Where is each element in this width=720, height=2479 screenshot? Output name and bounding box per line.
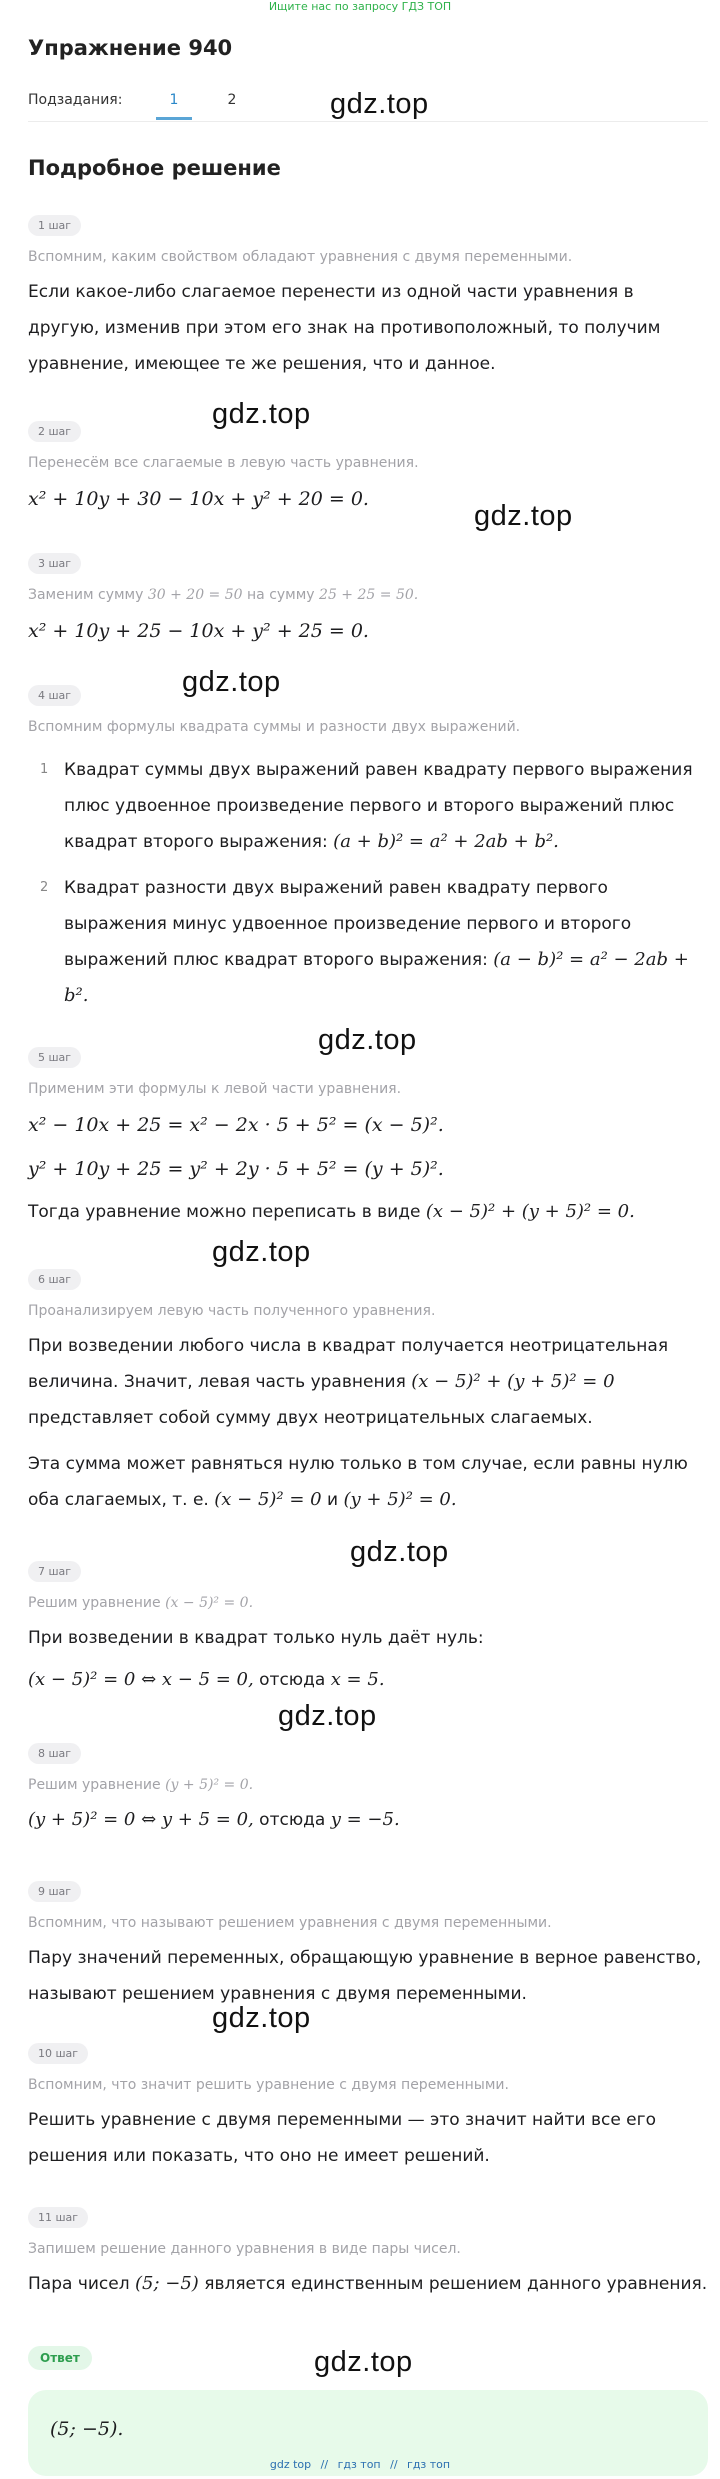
watermark: gdz.top [350,1536,449,1568]
step-text: Если какое-либо слагаемое перенести из одной части уравнения в другую, изменив при этом его знак на противоположный, то получим уравнение, имеющее те же решения, что и данное. [28,282,661,374]
watermark: gdz.top [318,1024,417,1056]
text-fragment: и [327,1490,339,1510]
step-hint: Перенесём все слагаемые в левую часть уравнения. [28,455,419,471]
step-badge: 4 шаг [28,685,81,706]
watermark: gdz.top [330,88,429,120]
formula: (5; −5) [134,2273,199,2294]
step-text: При возведении в квадрат только нуль даёт нуль: [28,1628,484,1648]
watermark: gdz.top [314,2346,413,2378]
step-badge: 5 шаг [28,1047,81,1068]
hint-formula: 30 + 20 = 50 [147,587,243,603]
formula: (a + b)² = a² + 2ab + b². [333,831,559,852]
hint-text: на сумму [247,587,315,603]
hint-formula: (y + 5)² = 0. [165,1777,254,1793]
equation: x² + 10y + 30 − 10x + y² + 20 = 0. [28,488,369,510]
footer-separator: // [320,2458,329,2471]
step-hint: Вспомним, что значит решить уравнение с двумя переменными. [28,2077,509,2093]
footer-links [0,2458,720,2471]
step-10 [28,2042,708,2174]
formula: x = 5. [330,1669,385,1690]
formula: y = −5. [330,1809,400,1830]
text-fragment: Эта сумма может равняться нулю только в том случае, если равны нулю оба слагаемых, т. е. [28,1454,688,1510]
subtask-tab-1[interactable]: 1 [156,92,192,120]
step-text [28,1328,708,1436]
step-badge: 8 шаг [28,1743,81,1764]
step-11 [28,2206,708,2302]
step-badge: 10 шаг [28,2043,88,2064]
text-fragment: При возведении любого числа в квадрат получается неотрицательная величина. Значит, левая часть уравнения [28,1336,669,1392]
formula: (x − 5)² + (y + 5)² = 0 [411,1371,615,1392]
list-item [28,870,708,1014]
step-badge: 3 шаг [28,553,81,574]
step-4 [28,684,708,1014]
footer-link[interactable]: гдз топ [407,2458,451,2471]
step-1 [28,214,708,382]
watermark: gdz.top [212,1236,311,1268]
step-text [28,2266,708,2302]
text-fragment: представляет собой сумму двух неотрицательных слагаемых. [28,1408,593,1428]
equation: x² − 10x + 25 = x² − 2x · 5 + 5² = (x − 5)². [28,1114,444,1136]
page-title: Упражнение 940 [28,36,233,60]
step-text [28,1194,708,1230]
list-item [28,752,708,860]
step-hint: Вспомним, каким свойством обладают уравнения с двумя переменными. [28,249,573,265]
step-text [28,1662,708,1698]
step-badge: 2 шаг [28,421,81,442]
step-6 [28,1268,708,1518]
footer-separator: // [390,2458,398,2471]
watermark: gdz.top [474,500,573,532]
hint-formula: (x − 5)² = 0. [165,1595,254,1611]
hint-formula: 25 + 25 = 50. [319,587,419,603]
subtask-tab-2[interactable]: 2 [227,92,237,108]
step-8 [28,1742,708,1838]
step-badge: 11 шаг [28,2207,88,2228]
equation: x² + 10y + 25 − 10x + y² + 25 = 0. [28,620,369,642]
hint-text: Решим уравнение [28,1595,161,1611]
step-hint [28,1592,708,1614]
divider [28,121,708,122]
formula: (a − b)² = a² − 2ab + b². [64,949,689,1006]
watermark: gdz.top [212,2002,311,2034]
step-7 [28,1560,708,1698]
step-badge: 1 шаг [28,215,81,236]
list-text: Квадрат суммы двух выражений равен квадрату первого выражения плюс удвоенное произведение первого и второго выражений плюс квадрат второго выражения: [64,760,693,852]
formula: (y + 5)² = 0 ⇔ y + 5 = 0, [28,1809,254,1830]
formula: (x − 5)² = 0 [214,1489,322,1510]
text-fragment: отсюда [259,1670,326,1690]
step-hint: Запишем решение данного уравнения в виде пары чисел. [28,2241,461,2257]
step-hint: Вспомним формулы квадрата суммы и разности двух выражений. [28,719,521,735]
text-fragment: является единственным решением данного уравнения. [204,2274,708,2294]
step-hint: Применим эти формулы к левой части уравнения. [28,1081,402,1097]
watermark: gdz.top [278,1700,377,1732]
step-text: Решить уравнение с двумя переменными — это значит найти все его решения или показать, что оно не имеет решений. [28,2110,656,2166]
hint-text: Решим уравнение [28,1777,161,1793]
step-badge: 6 шаг [28,1269,81,1290]
step-hint: Проанализируем левую часть полученного уравнения. [28,1303,436,1319]
formula: (x − 5)² = 0 ⇔ x − 5 = 0, [28,1669,254,1690]
watermark: gdz.top [212,398,311,430]
text-fragment: Тогда уравнение можно переписать в виде [28,1202,421,1222]
list-text: Квадрат разности двух выражений равен квадрату первого выражения минус удвоенное произведение первого и второго выражений плюс квадрат второго выражения: [64,878,632,970]
step-2 [28,420,708,518]
step-text [28,1446,708,1518]
step-3 [28,552,708,650]
step-text [28,1802,708,1838]
top-banner[interactable]: Ищите нас по запросу ГДЗ ТОП [268,0,452,13]
list-number: 1 [40,762,49,777]
answer-badge: Ответ [28,2346,92,2370]
step-9 [28,1880,708,2012]
step-badge: 9 шаг [28,1881,81,1902]
hint-text: Заменим сумму [28,587,144,603]
formula: (y + 5)² = 0. [343,1489,457,1510]
footer-link[interactable]: gdz top [269,2458,312,2471]
section-title: Подробное решение [28,156,281,180]
watermark: gdz.top [182,666,281,698]
equation: y² + 10y + 25 = y² + 2y · 5 + 5² = (y + 5)². [28,1158,444,1180]
subtasks-label: Подзадания: [28,92,123,108]
text-fragment: отсюда [259,1810,326,1830]
formula: (x − 5)² + (y + 5)² = 0. [425,1201,635,1222]
step-badge: 7 шаг [28,1561,81,1582]
step-hint [28,1774,708,1796]
step-hint [28,584,708,606]
step-text: Пару значений переменных, обращающую уравнение в верное равенство, называют решением уравнения с двумя переменными. [28,1948,702,2004]
footer-link[interactable]: гдз топ [337,2458,381,2471]
step-hint: Вспомним, что называют решением уравнения с двумя переменными. [28,1915,552,1931]
text-fragment: Пара чисел [28,2274,130,2294]
answer-value: (5; −5). [50,2418,124,2440]
list-number: 2 [40,880,49,895]
step-5 [28,1046,708,1230]
